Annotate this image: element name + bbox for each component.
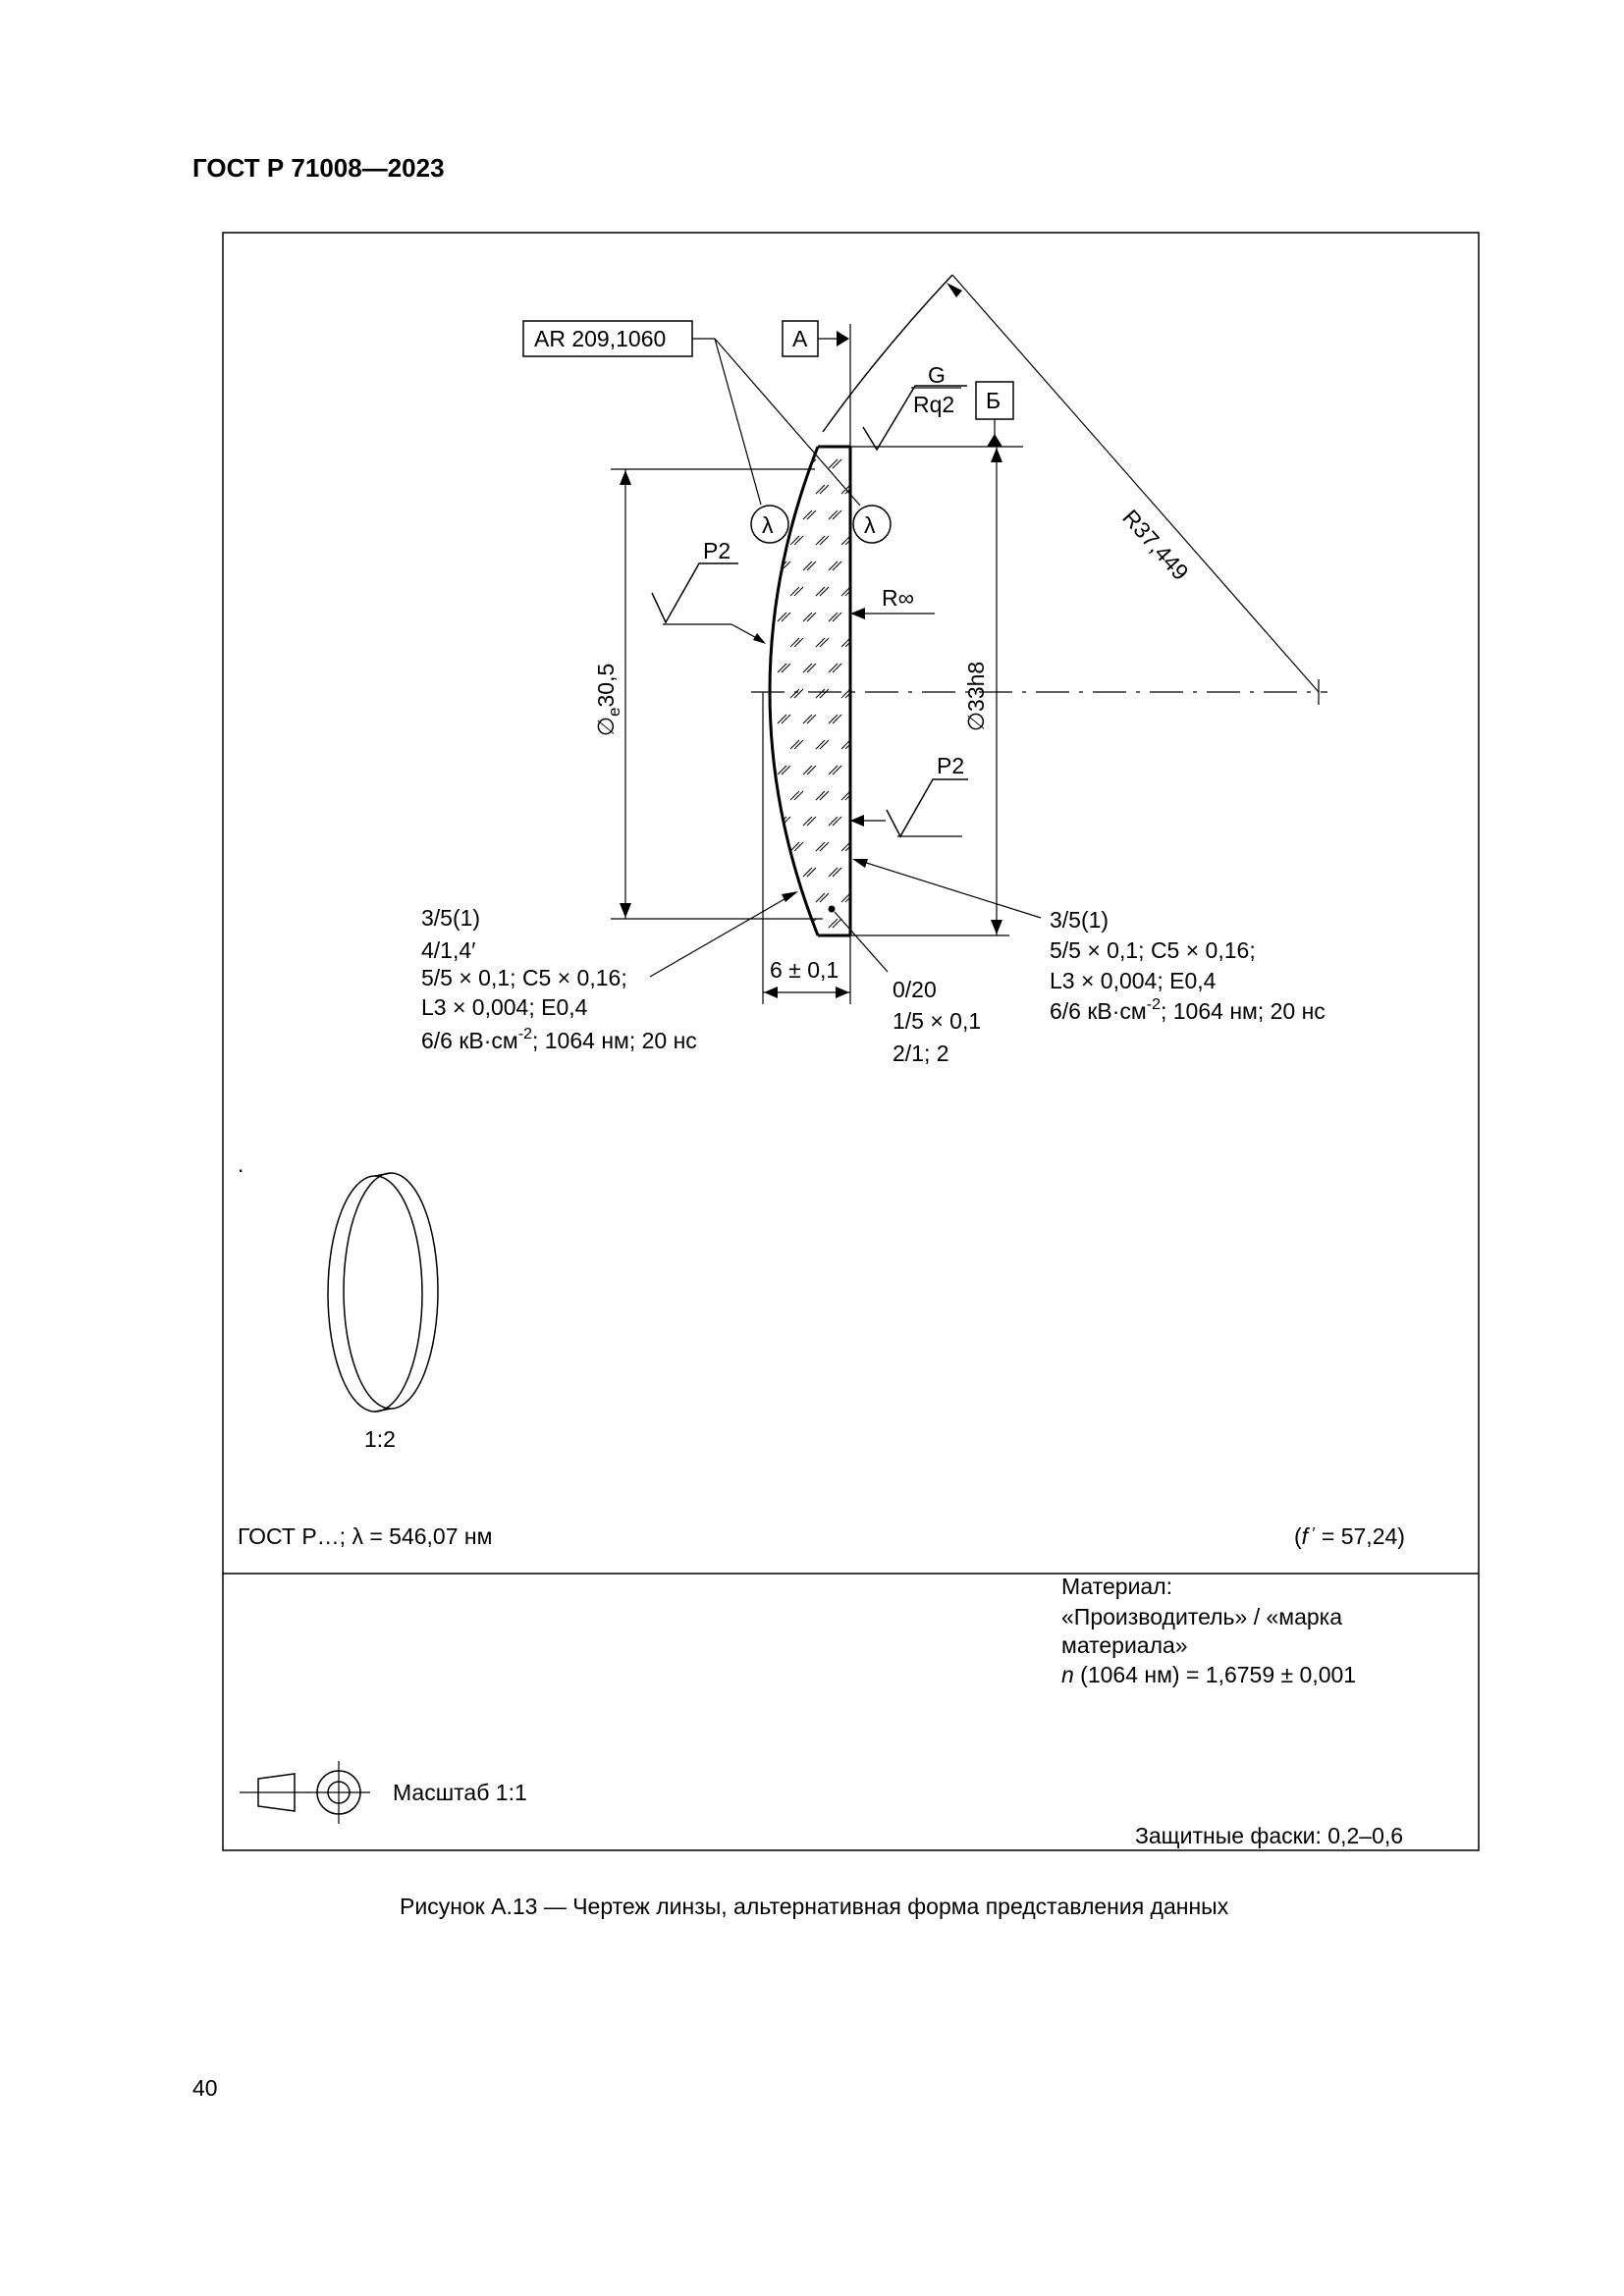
hatch-line [794, 536, 803, 545]
hatch-line [820, 740, 829, 749]
hatch-line [794, 842, 803, 851]
right-spec-line: 6/6 $кВ\cdot см^{-2}$; 1064 нм; 20 нс [1050, 996, 1326, 1024]
hatch-line [833, 459, 841, 468]
hatch-line [782, 613, 790, 621]
isometric-scale: 1:2 [364, 1426, 396, 1452]
hatch-line [782, 766, 790, 774]
material-name-line: «Производитель» / «марка [1061, 1604, 1343, 1629]
hatch-line [833, 766, 841, 774]
hatch-line [833, 561, 841, 570]
hatch-line [807, 664, 816, 672]
hatch-line [820, 842, 829, 851]
hatch-line [833, 715, 841, 723]
hatch-line [790, 842, 799, 851]
hatch-line [790, 791, 799, 800]
hatch-line [803, 715, 812, 723]
title-block [240, 1574, 1403, 1848]
hatch-line [829, 817, 838, 826]
hatch-line [833, 817, 841, 826]
hatch-line [807, 561, 816, 570]
coating-label: AR 209,1060 [534, 326, 667, 351]
datum-b-label: Б [986, 388, 1001, 413]
hatch-line [829, 766, 838, 774]
hatch-line [790, 485, 799, 494]
hatch-line [820, 791, 829, 800]
hatch-line [807, 715, 816, 723]
hatch-line [803, 613, 812, 621]
hatch-line [816, 791, 825, 800]
right-spec-line: 3/5(1) [1050, 907, 1110, 933]
thickness-dimension [763, 692, 850, 1004]
refractive-index: n (1064 нм) = 1,6759 ± 0,001 [1061, 1662, 1357, 1687]
hatch-line [829, 919, 838, 928]
left-spec-line: 6/6 $кВ\cdot см^{-2}$; 1064 нм; 20 нс [421, 1026, 697, 1053]
hatch-line [829, 459, 838, 468]
lens-section [770, 447, 854, 935]
svg-text:λ: λ [762, 512, 774, 538]
hatch-line [829, 510, 838, 519]
page-number: 40 [192, 2075, 218, 2101]
effective-diameter-label: $\emptyset_e30,5$ [593, 663, 623, 736]
hatch-line [778, 613, 786, 621]
hatch-line [820, 638, 829, 647]
hatch-line [833, 510, 841, 519]
hatch-line [803, 766, 812, 774]
hatch-line [829, 664, 838, 672]
hatch-line [803, 868, 812, 877]
hatch-line [794, 791, 803, 800]
hatch-line [820, 893, 829, 902]
texture-rq2: Rq2 [913, 392, 955, 417]
hatch-line [816, 689, 825, 698]
material-label: Материал: [1061, 1574, 1173, 1599]
hatch-line [778, 868, 786, 877]
right-spec-line: 5/5 × 0,1; C5 × 0,16; [1050, 937, 1256, 963]
hatch-line [816, 485, 825, 494]
standard-reference: ГОСТ Р…; λ = 546,07 нм [238, 1523, 493, 1549]
hatch-line [790, 536, 799, 545]
hatch-line [794, 638, 803, 647]
hatch-line [807, 510, 816, 519]
flat-radius-label: R∞ [882, 585, 915, 611]
hatch-line [833, 919, 841, 928]
left-spec-line: 4/1,4′ [421, 937, 476, 963]
protective-chamfers: Защитные фаски: 0,2–0,6 [1135, 1823, 1404, 1848]
svg-text:λ: λ [864, 512, 876, 538]
drawing-scale: Масштаб 1:1 [393, 1780, 527, 1805]
hatch-line [778, 766, 786, 774]
finish-p2-right-label: P2 [937, 753, 965, 778]
hatch-line [803, 817, 812, 826]
flat-radius-callout [850, 585, 935, 619]
hatch-line [816, 893, 825, 902]
thickness-label: 6 ± 0,1 [770, 957, 839, 983]
material-spec-line: 1/5 × 0,1 [893, 1008, 982, 1034]
focal-length: (f ′ = 57,24) [1294, 1523, 1405, 1549]
hatch-line [816, 740, 825, 749]
texture-g: G [928, 362, 946, 388]
hatch-line [782, 868, 790, 877]
material-spec-line: 2/1; 2 [893, 1041, 949, 1066]
hatch-line [820, 689, 829, 698]
hatch-line [816, 638, 825, 647]
hatch-line [803, 664, 812, 672]
left-spec-block [421, 891, 798, 1053]
hatch-line [782, 715, 790, 723]
lambda-marker-right [853, 506, 891, 543]
left-spec-line: L3 × 0,004; E0,4 [421, 994, 588, 1020]
radius-label: R37,449 [1117, 504, 1194, 585]
datum-b [976, 382, 1013, 447]
hatch-line [778, 664, 786, 672]
hatch-line [833, 664, 841, 672]
right-spec-line: L3 × 0,004; E0,4 [1050, 968, 1217, 993]
hatch-line [778, 919, 786, 928]
finish-p2-left-label: P2 [703, 538, 731, 563]
left-spec-line: 3/5(1) [421, 905, 481, 931]
hatch-line [816, 842, 825, 851]
hatch-line [794, 689, 803, 698]
stray-mark: . [238, 1151, 244, 1177]
finish-p2-left [652, 538, 766, 644]
hatch-line [778, 715, 786, 723]
hatch-line [829, 613, 838, 621]
hatch-line [807, 868, 816, 877]
hatch-line [790, 740, 799, 749]
finish-p2-right [850, 753, 968, 836]
hatch-line [829, 715, 838, 723]
glass-hatching [778, 459, 854, 928]
hatch-line [829, 561, 838, 570]
left-spec-line: 5/5 × 0,1; C5 × 0,16; [421, 965, 627, 990]
hatch-line [833, 868, 841, 877]
outer-diameter-label: ∅33h8 [963, 661, 989, 731]
lambda-marker-left [751, 506, 788, 543]
hatch-line [790, 689, 799, 698]
hatch-line [782, 919, 790, 928]
radius-dimension [823, 275, 1319, 692]
datum-a-label: А [792, 326, 808, 351]
hatch-line [820, 485, 829, 494]
hatch-line [820, 587, 829, 596]
material-spec-line: 0/20 [893, 977, 937, 1002]
standard-id: ГОСТ Р 71008—2023 [192, 153, 445, 183]
lens-isometric-view [328, 1173, 438, 1452]
coating-callout [523, 321, 860, 506]
hatch-line [782, 459, 790, 468]
hatch-line [794, 740, 803, 749]
hatch-line [816, 587, 825, 596]
hatch-line [833, 613, 841, 621]
hatch-line [829, 868, 838, 877]
hatch-line [790, 638, 799, 647]
material-name-line: материала» [1061, 1632, 1188, 1658]
hatch-line [778, 459, 786, 468]
figure-caption: Рисунок А.13 — Чертеж линзы, альтернативная форма представления данных [400, 1894, 1229, 1919]
hatch-line [807, 817, 816, 826]
hatch-line [820, 536, 829, 545]
hatch-line [816, 536, 825, 545]
hatch-line [790, 587, 799, 596]
hatch-line [794, 587, 803, 596]
hatch-line [803, 510, 812, 519]
hatch-line [782, 664, 790, 672]
projection-symbol-icon [240, 1761, 370, 1824]
hatch-line [807, 613, 816, 621]
hatch-line [807, 766, 816, 774]
hatch-line [803, 561, 812, 570]
